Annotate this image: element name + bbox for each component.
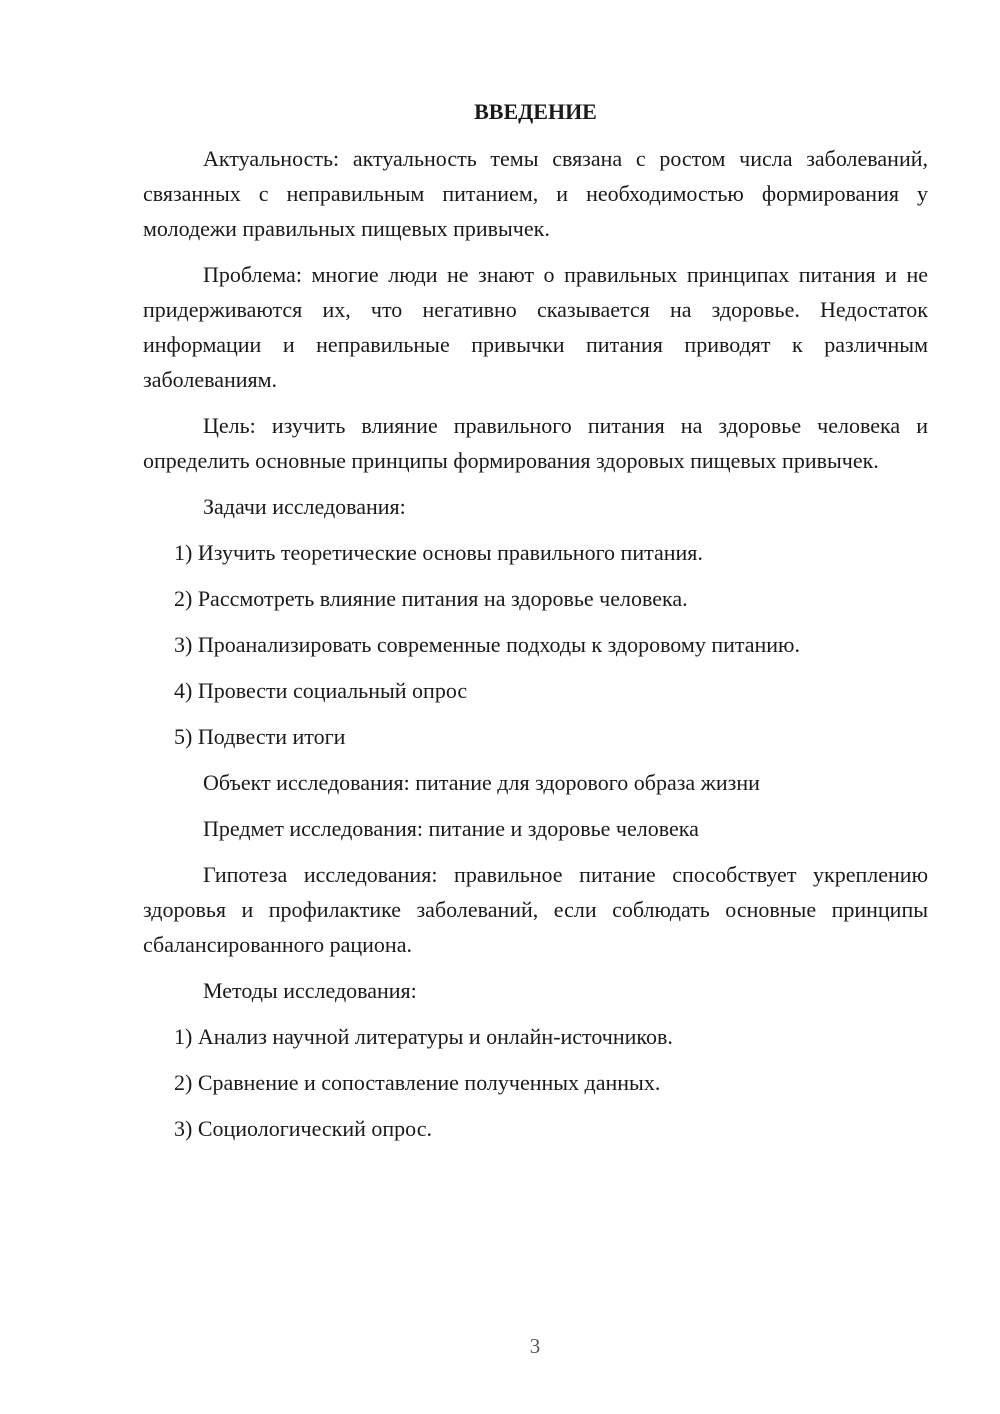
page-content xyxy=(143,94,928,1157)
methods-list xyxy=(143,1019,928,1146)
list-item: 4) Провести социальный опрос xyxy=(174,678,468,703)
tasks-heading: Задачи исследования: xyxy=(203,494,406,519)
goal-paragraph: Цель: изучить влияние правильного питания на здоровье человека и определить основные принципы формирования здоровых пищевых привычек. xyxy=(143,413,928,473)
list-item: 5) Подвести итоги xyxy=(174,724,346,749)
problem-paragraph: Проблема: многие люди не знают о правильных принципах питания и не придерживаются их, что негативно сказывается на здоровье. Недостаток информации и неправильные привычки питания приводят к различным заболеваниям. xyxy=(143,262,928,392)
relevance-paragraph: Актуальность: актуальность темы связана с ростом числа заболеваний, связанных с неправильным питанием, и необходимостью формирования у молодежи правильных пищевых привычек. xyxy=(143,146,928,241)
subject-paragraph: Предмет исследования: питание и здоровье человека xyxy=(203,816,699,841)
list-item: 1) Анализ научной литературы и онлайн-источников. xyxy=(174,1024,673,1049)
list-item: 2) Сравнение и сопоставление полученных данных. xyxy=(174,1070,661,1095)
object-paragraph: Объект исследования: питание для здорового образа жизни xyxy=(203,770,760,795)
hypothesis-paragraph: Гипотеза исследования: правильное питание способствует укреплению здоровья и профилактике заболеваний, если соблюдать основные принципы сбалансированного рациона. xyxy=(143,862,928,957)
list-item: 3) Проанализировать современные подходы к здоровому питанию. xyxy=(174,632,800,657)
list-item: 3) Социологический опрос. xyxy=(174,1116,432,1141)
section-title: ВВЕДЕНИЕ xyxy=(474,99,597,124)
tasks-list xyxy=(143,535,928,754)
methods-heading: Методы исследования: xyxy=(203,978,417,1003)
list-item: 1) Изучить теоретические основы правильного питания. xyxy=(174,540,703,565)
page-number: 3 xyxy=(529,1334,541,1358)
list-item: 2) Рассмотреть влияние питания на здоровье человека. xyxy=(174,586,688,611)
